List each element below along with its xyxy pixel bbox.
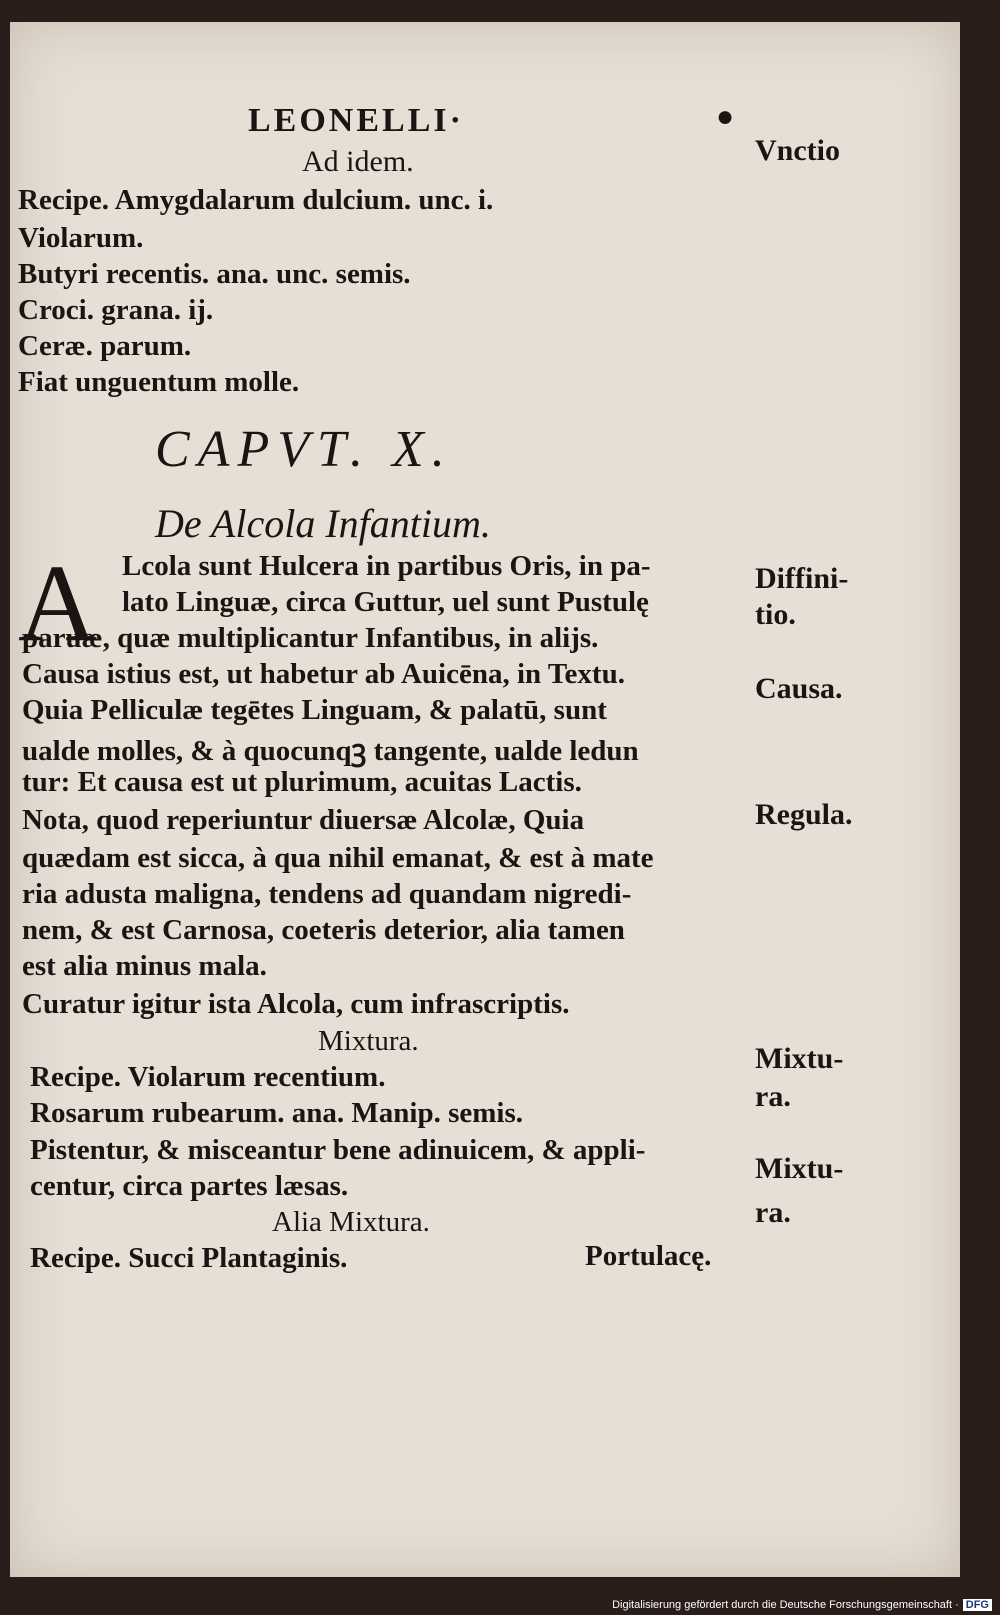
body-line: ualde molles, & à quocunqꝫ tangente, ualde ledun: [22, 735, 639, 767]
recipe-line: Ceræ. parum.: [18, 330, 192, 362]
margin-note-mixtura: Mixtu-: [755, 1152, 844, 1185]
body-line: Nota, quod reperiuntur diuersæ Alcolæ, Quia: [22, 804, 585, 836]
body-line: tur: Et causa est ut plurimum, acuitas Lactis.: [22, 766, 582, 798]
mixtura-title: Mixtura.: [318, 1025, 419, 1057]
margin-note-mixtura: Mixtu-: [755, 1042, 844, 1075]
margin-note-diffinitio: Diffini-: [755, 562, 849, 595]
alia-mixtura-title: Alia Mixtura.: [272, 1206, 430, 1238]
body-line: ria adusta maligna, tendens ad quandam nigredi-: [22, 878, 632, 910]
catchword: Portulacę.: [585, 1240, 712, 1272]
mixtura-line: Pistentur, & misceantur bene adinuicem, & appli-: [30, 1134, 646, 1166]
mixtura-line: centur, circa partes læsas.: [30, 1170, 349, 1202]
body-line: lato Linguæ, circa Guttur, uel sunt Pustulę: [122, 586, 649, 618]
margin-note-diffinitio: tio.: [755, 598, 796, 631]
drop-capital: A: [18, 542, 98, 664]
body-line: Curatur igitur ista Alcola, cum infrascriptis.: [22, 988, 570, 1020]
body-line: paruæ, quæ multiplicantur Infantibus, in alijs.: [22, 622, 599, 654]
margin-note-mixtura: ra.: [755, 1196, 791, 1229]
recipe-line: Butyri recentis. ana. unc. semis.: [18, 258, 411, 290]
body-line: nem, & est Carnosa, coeteris deterior, alia tamen: [22, 914, 625, 946]
mixtura-line: Rosarum rubearum. ana. Manip. semis.: [30, 1097, 524, 1129]
mixtura-line: Recipe. Succi Plantaginis.: [30, 1242, 348, 1274]
body-line: quædam est sicca, à qua nihil emanat, & est à mate: [22, 842, 654, 874]
mixtura-line: Recipe. Violarum recentium.: [30, 1061, 386, 1093]
margin-note-regula: Regula.: [755, 798, 853, 831]
chapter-subtitle: De Alcola Infantium.: [155, 501, 491, 546]
recipe-line: Recipe. Amygdalarum dulcium. unc. i.: [18, 184, 494, 216]
body-line: Quia Pelliculæ tegētes Linguam, & palatū, sunt: [22, 694, 607, 726]
folio-mark: ●: [716, 100, 735, 133]
digitization-credit: [612, 1599, 992, 1611]
credit-text: Digitalisierung gefördert durch die Deutsche Forschungsgemeinschaft ·: [612, 1599, 959, 1611]
recipe-line: Croci. grana. ij.: [18, 294, 214, 326]
recipe-line: Violarum.: [18, 222, 144, 254]
body-line: Causa istius est, ut habetur ab Auicēna, in Textu.: [22, 658, 625, 690]
margin-note-causa: Causa.: [755, 672, 843, 705]
margin-note-mixtura: ra.: [755, 1080, 791, 1113]
body-line: Lcola sunt Hulcera in partibus Oris, in pa-: [122, 550, 651, 582]
margin-note-vnctio: Vnctio: [755, 134, 840, 167]
body-line: est alia minus mala.: [22, 950, 267, 982]
running-head: LEONELLI·: [248, 102, 464, 139]
recipe-line: Fiat unguentum molle.: [18, 366, 300, 398]
dfg-logo: DFG: [963, 1599, 992, 1611]
recipe-title: Ad idem.: [302, 145, 414, 178]
chapter-heading: CAPVT. X.: [155, 421, 453, 478]
